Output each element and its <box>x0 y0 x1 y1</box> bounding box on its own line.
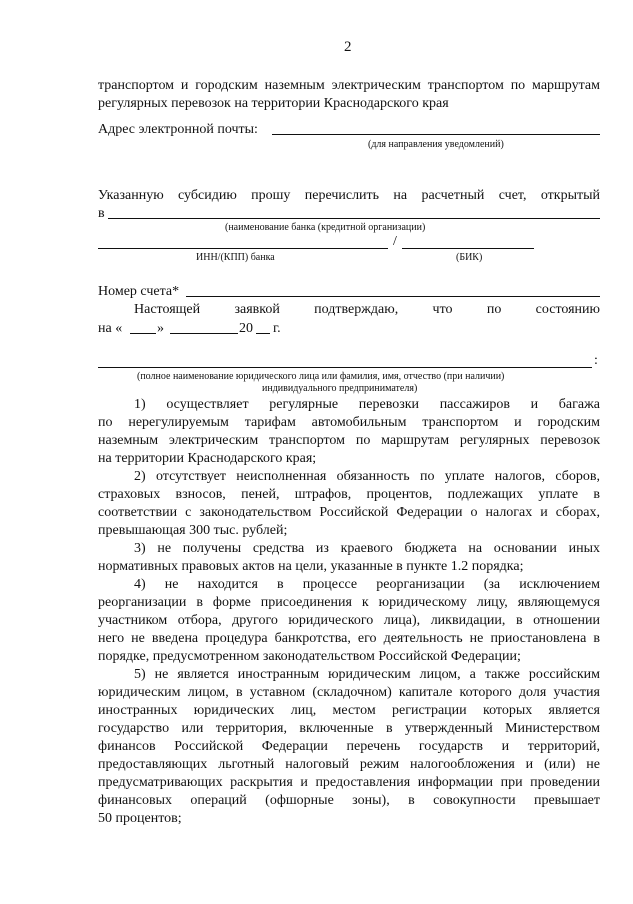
applicant-caption-1: (полное наименование юридического лица или фамилия, имя, отчество (при наличии) <box>137 371 505 382</box>
item-5-line-1: 5) не является иностранным юридическим лицом, а также российским <box>134 667 600 682</box>
bik-field[interactable] <box>402 248 534 249</box>
date-day-field[interactable] <box>130 333 156 334</box>
item-2-line-3: соответствии с законодательством Российской Федерации о налогах и сборах, <box>98 505 600 520</box>
email-field[interactable] <box>272 134 600 135</box>
item-1-line-4: на территории Краснодарского края; <box>98 451 317 466</box>
item-5-line-3: иностранных юридических лиц, местом регистрации которых является <box>98 703 600 718</box>
item-4-line-3: участником отбора, другого юридического лица), ликвидации, в отношении <box>98 613 600 628</box>
subsidy-prefix-v: в <box>98 206 105 221</box>
item-1-line-2: по нерегулируемым тарифам автомобильным транспортом и городским <box>98 415 600 430</box>
applicant-name-field[interactable] <box>98 367 592 368</box>
inn-caption: ИНН/(КПП) банка <box>196 252 275 263</box>
item-1-line-3: наземным электрическим транспортом по маршрутам регулярных перевозок <box>98 433 600 448</box>
item-5-line-2: юридическим лицом, в уставном (складочном) капитале которого доля участия <box>98 685 600 700</box>
item-2-line-2: страховых взносов, пеней, штрафов, процентов, подлежащих уплате в <box>98 487 600 502</box>
date-suffix: г. <box>273 321 281 336</box>
applicant-colon: : <box>594 353 598 368</box>
account-field[interactable] <box>186 296 600 297</box>
date-mid: » <box>157 321 164 336</box>
item-5-line-8: финансовых операций (офшорные зоны), в совокупности превышает <box>98 793 600 808</box>
account-label: Номер счета* <box>98 284 180 299</box>
inn-bik-slash: / <box>393 234 397 249</box>
item-3-line-1: 3) не получены средства из краевого бюджета на основании иных <box>134 541 600 556</box>
bank-name-field[interactable] <box>108 218 600 219</box>
item-4-line-1: 4) не находится в процессе реорганизации (за исключением <box>134 577 600 592</box>
item-4-line-2: реорганизации в форме присоединения к юридическому лицу, являющемуся <box>98 595 600 610</box>
applicant-caption-2: индивидуального предпринимателя) <box>262 383 418 394</box>
item-4-line-5: порядке, предусмотренном законодательством Российской Федерации; <box>98 649 521 664</box>
item-3-line-2: нормативных правовых актов на цели, указанные в пункте 1.2 порядка; <box>98 559 524 574</box>
item-2-line-1: 2) отсутствует неисполненная обязанность по уплате налогов, сборов, <box>134 469 600 484</box>
item-2-line-4: превышающая 300 тыс. рублей; <box>98 523 288 538</box>
item-5-line-9: 50 процентов; <box>98 811 182 826</box>
email-label: Адрес электронной почты: <box>98 122 258 137</box>
item-5-line-6: предоставляющих льготный налоговый режим налогообложения и (или) не <box>98 757 600 772</box>
bik-caption: (БИК) <box>456 252 483 263</box>
intro-line-1: транспортом и городским наземным электрическим транспортом по маршрутам <box>98 78 600 93</box>
email-caption: (для направления уведомлений) <box>368 139 504 150</box>
date-year: 20 <box>239 321 253 336</box>
intro-line-2: регулярных перевозок на территории Краснодарского края <box>98 96 449 111</box>
date-month-field[interactable] <box>170 333 238 334</box>
page-number: 2 <box>344 39 352 55</box>
date-year-field[interactable] <box>256 333 270 334</box>
item-5-line-5: финансов Российской Федерации перечень государств и территорий, <box>98 739 600 754</box>
item-5-line-4: государство или территория, включенные в утвержденный Министерством <box>98 721 600 736</box>
date-prefix: на « <box>98 321 123 336</box>
item-1-line-1: 1) осуществляет регулярные перевозки пассажиров и багажа <box>134 397 600 412</box>
inn-kpp-field[interactable] <box>98 248 388 249</box>
bank-caption: (наименование банка (кредитной организации) <box>225 222 426 233</box>
confirm-line: Настоящей заявкой подтверждаю, что по состоянию <box>134 302 600 317</box>
subsidy-line: Указанную субсидию прошу перечислить на расчетный счет, открытый <box>98 188 600 203</box>
item-5-line-7: предусматривающих раскрытия и предоставления информации при проведении <box>98 775 600 790</box>
item-4-line-4: него не введена процедура банкротства, его деятельность не приостановлена в <box>98 631 600 646</box>
